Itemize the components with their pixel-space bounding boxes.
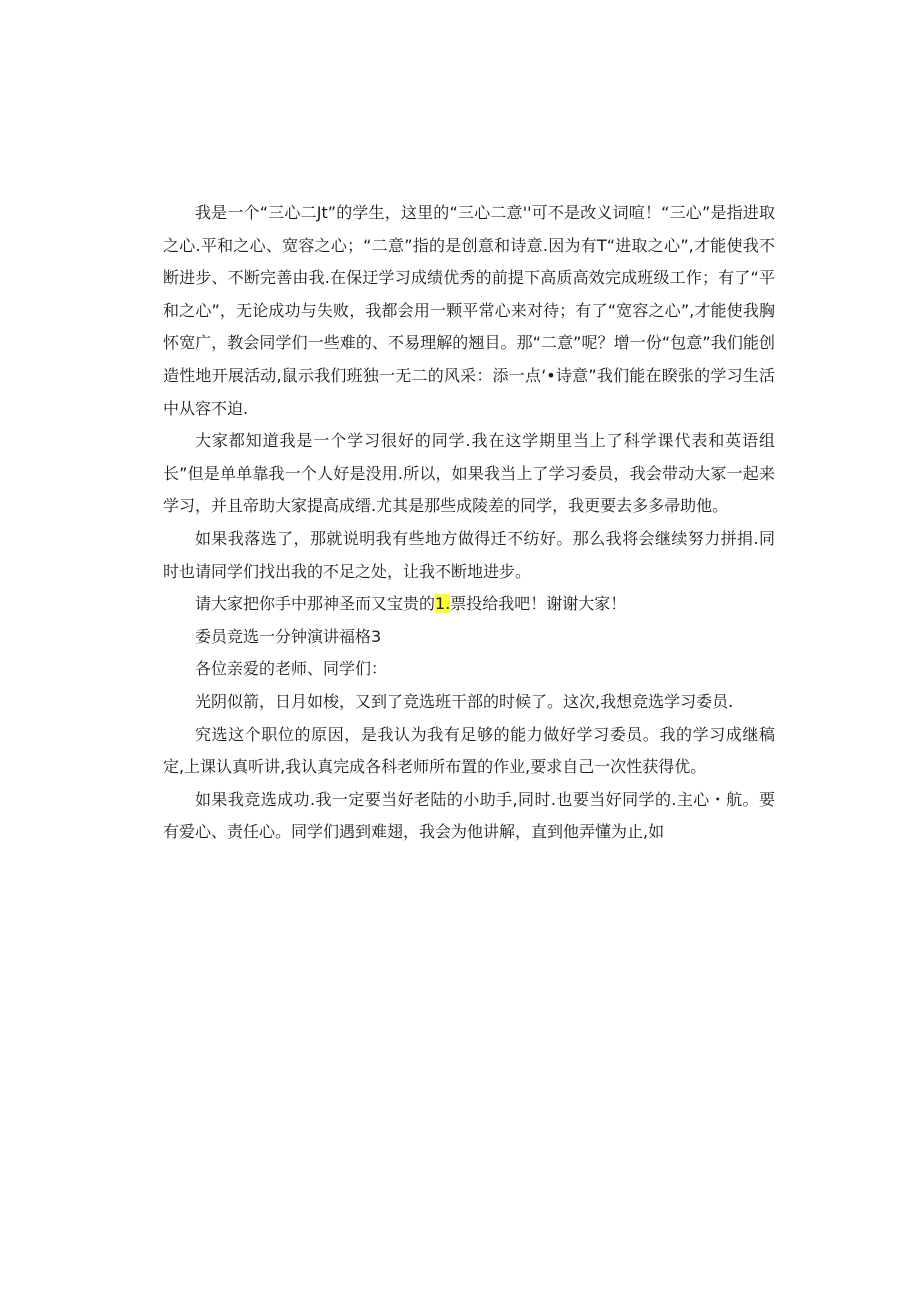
vote-text-before: 请大家把你手中那神圣而又宝贵的: [195, 594, 436, 614]
greeting: 各位亲爱的老师、同学们：: [195, 659, 388, 679]
vote-text-after: 票投给我吧！谢谢大家！: [450, 594, 627, 614]
paragraph-fail: 如果我落选了，那就说明我有些地方做得迁不纺好。那么我将会继续努力拼捐.同时也请同学们找出我的不足之处，让我不断地进步。: [163, 528, 775, 581]
vote-line: [163, 588, 775, 621]
paragraph-time: 光阴似箭，日月如梭，又到了竞选班干部的时候了。这次,我想竞选学习委员.: [195, 691, 734, 711]
paragraph-success: 如果我竞选成功.我一定要当好老陆的小助手,同时.也要当好同学的.主心・航。要有爱心、责任心。同学们遇到难翅，我会为他讲解，直到他弄懂为止,如: [163, 789, 775, 842]
paragraph-reason: 究选这个职位的原因，是我认为我有足够的能力做好学习委员。我的学习成继稿定,上课认真听讲,我认真完成各科老师所布置的作业,要求自己一次性获得优。: [163, 724, 775, 777]
highlighted-number: 1.: [435, 594, 451, 614]
section-title: 委员竞选一分钟演讲福格3: [195, 626, 382, 646]
paragraph-intro: 我是一个“三心二Jt”的学生，这里的“三心二意''可不是改义词喧！“三心”是指进取之心.平和之心、宽容之心；“二意”指的是创意和诗意.因为有T“进取之心”,才能使我不断进步、不断完善由我.在保迂学习成绩优秀的前提下高质高效完成班级工作；有了“平和之心”，无论成功与失败，我都会用一颗平常心来对待；有了“宽容之心”,才能使我胸怀宽广，教会同学们一些难的、不易理解的翘目。那“二意”呢？增一份“包意”我们能创造性地开展活动,鼠示我们班独一无二的风采：添一点‘•诗意”我们能在睽张的学习生活中从容不迫.: [163, 203, 775, 418]
paragraph-study: 大家都知道我是一个学习很好的同学.我在这学期里当上了科学课代表和英语组长”但是单单靠我一个人好是没用.所以，如果我当上了学习委员，我会带动大冢一起来学习，并且帝助大家提高成缙.尤其是那些成陵差的同学，我更要去多多帚助他。: [163, 431, 775, 516]
document-body: [163, 197, 775, 849]
